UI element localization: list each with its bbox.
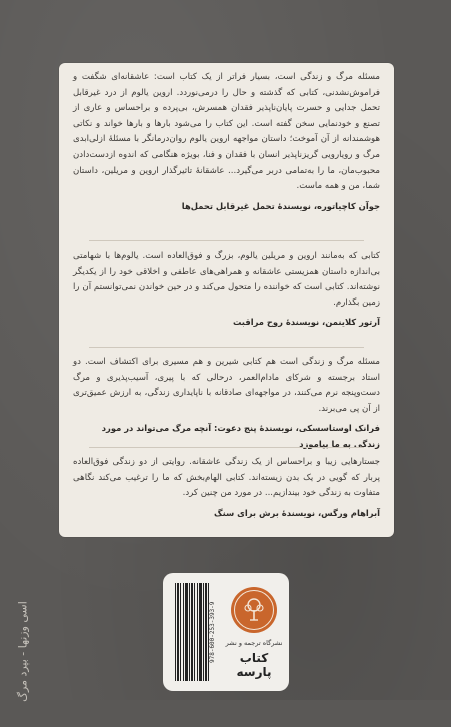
tree-emblem-icon (240, 596, 268, 624)
divider (89, 240, 364, 241)
publisher-box (163, 573, 289, 691)
reviews-panel (59, 63, 394, 537)
review-body: مسئله مرگ و زندگی است، بسیار فراتر از یک کتاب است: عاشقانه‌ای شگفت و فراموش‌نشدنی، کتابی که گذشته و حال را درمی‌نوردد. اروین یالوم از درد غیرقابل تحمل جدایی و حسرت پایان‌ناپذیر فقدان همسرش، بی‌پرده و براحساس و عاری از تصنع و خودنمایی سخن گفته است. این کتاب را می‌شود بارها و بارها خواند و نکاتی هوشمندانه از آن آموخت؛ داستان مواجهه اروین یالوم روان‌درمانگر با مسئلهٔ ازلی‌ابدی مرگ و رویارویی گریزناپذیر انسان با فقدان و فنا، بویژه هنگامی که اندوه ازدست‌دادن محبوب‌مان، ما را به‌تمامی دربر می‌گیرد... عاشقانهٔ تاثیرگذار اروین و مریلین، داستان شما، من و همه ماست. (73, 72, 380, 192)
publisher-tagline: نشرگاه ترجمه و نشر (225, 639, 283, 647)
handwritten-note: اسی وزنها - بپرد مرگ (16, 601, 30, 702)
review-body: مسئله مرگ و زندگی است هم کتابی شیرین و هم مسیری برای اکتشاف است. دو استاد برجسته و شرکای مادام‌العمر، درحالی که با پیری، آسیب‌پذیری و مرگ دست‌وپنجه نرم می‌کنند، در مواجهه‌ای صادقانه با ناپایداری زندگی، به ارزش عمیق‌تری از آن پی می‌برند. (73, 357, 380, 414)
review-body: کتابی که به‌مانند اروین و مریلین یالوم، بزرگ و فوق‌العاده است. یالوم‌ها با شهامتی بی‌اندازه داستان همزیستی عاشقانه و همراهی‌های عاطفی و اخلاقی خود را از یکدیگر نوشته‌اند. کتابی است که خواننده را متحول می‌کند و در حین خواندن نمی‌توانستم آن را زمین بگذارم. (73, 251, 380, 308)
publisher-logo-icon (231, 587, 277, 633)
divider (89, 347, 364, 348)
barcode (175, 583, 209, 681)
review-3 (73, 355, 380, 453)
divider (89, 447, 364, 448)
review-author: آرتور کلاینمن، نویسندهٔ روح مراقبت (232, 317, 380, 328)
isbn-number: 978-600-253-393-9 (209, 601, 216, 663)
review-author: جوآن کاچیاتوره، نویسندهٔ تحمل غیرقابل تحمل‌ها (181, 200, 380, 211)
review-body: جستارهایی زیبا و براحساس از یک زندگی عاشقانه. روایتی از دو زندگی فوق‌العاده پربار که گویی در یک بدن زیسته‌اند. کتابی الهام‌بخش که ما را ترغیب می‌کند نگاهی متفاوت به زندگی خود بیندازیم... در مورد من چنین کرد. (73, 457, 380, 499)
review-2 (73, 249, 380, 331)
publisher-name: کتاب پارسه (236, 651, 272, 679)
review-4 (73, 455, 380, 521)
review-author: فرانک اوستاسسکی، نویسندهٔ پنج دعوت: آنچه مرگ می‌تواند در مورد زندگی به ما بیاموزد (101, 423, 380, 449)
review-1 (73, 70, 380, 214)
review-author: آبراهام ورگس، نویسندهٔ برش برای سنگ (214, 507, 380, 518)
